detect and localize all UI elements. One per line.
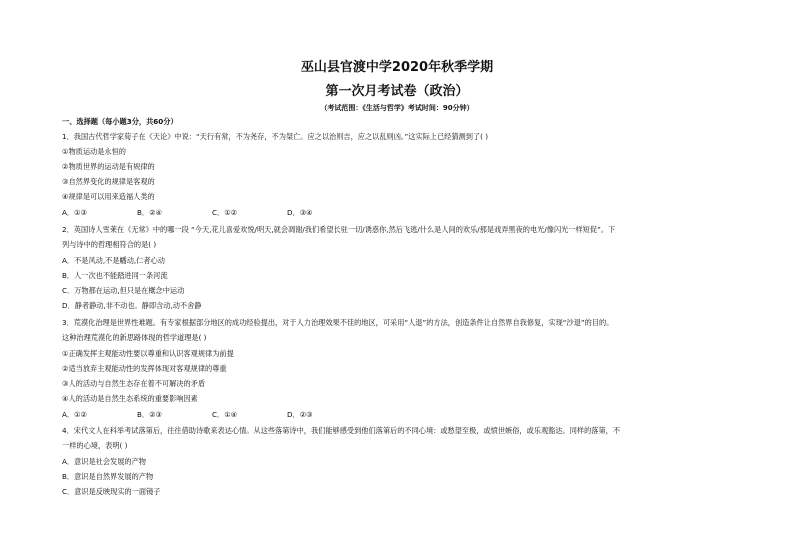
question-4-choice-b: B．意识是自然界发展的产物 [62, 472, 154, 481]
question-1-choice-1: ①物质运动是永恒的 [62, 147, 126, 156]
question-3-options [62, 410, 362, 420]
option-c: C．①② [212, 208, 238, 217]
question-3-stem-cont: 这种治理荒漠化的新思路体现的哲学道理是( ) [62, 333, 207, 342]
option-b: B．②③ [137, 410, 163, 419]
question-1-options [62, 208, 362, 218]
option-a: A．①② [62, 410, 87, 419]
option-b: B．②④ [137, 208, 163, 217]
option-d: D．③④ [287, 208, 313, 217]
section-heading: 一、选择题（每小题3分，共60分） [62, 117, 178, 126]
question-2-choice-b: B．人一次也不能踏进同一条河流 [62, 271, 168, 280]
question-1-choice-4: ④规律是可以用来造福人类的 [62, 192, 155, 201]
question-1-choice-3: ③自然界变化的规律是客观的 [62, 177, 155, 186]
exam-info: （考试范围：《生活与哲学》考试时间：90分钟） [320, 104, 474, 112]
question-1-choice-2: ②物质世界的运动是有规律的 [62, 162, 155, 171]
question-4-stem-cont: 一样的心境，表明( ) [62, 441, 128, 450]
option-a: A．①③ [62, 208, 87, 217]
question-4-stem: 4．宋代文人在科举考试落第后，往往借助诗歌来表达心情。从这些落第诗中，我们能够感受到他们落第后的不同心境：或愁望至极，或愤世嫉俗，或乐观豁达。同样的落第，不 [62, 426, 621, 435]
exam-title: 第一次月考试卷（政治） [325, 84, 469, 99]
question-3-choice-4: ④人的活动是自然生态系统的重要影响因素 [62, 394, 198, 403]
option-d: D．②③ [287, 410, 313, 419]
question-3-choice-3: ③人的活动与自然生态存在着不可解决的矛盾 [62, 379, 206, 388]
question-2-choice-d: D．静者静动,非不动也。静即含动,动不舍静 [62, 301, 202, 310]
question-2-choice-a: A．不是风动,不是幡动,仁者心动 [62, 256, 165, 265]
question-2-choice-c: C．万物都在运动,但只是在概念中运动 [62, 286, 185, 295]
question-4-choice-c: C．意识是反映现实的一面镜子 [62, 487, 161, 496]
question-3-stem: 3．荒漠化治理是世界性难题。有专家根据部分地区的成功经验提出，对于人力治理效果不佳的地区，可采用“人退”的方法，创造条件让自然界自我修复，实现“沙退”的目的。 [62, 318, 614, 327]
school-term-title: 巫山县官渡中学2020年秋季学期 [300, 60, 494, 75]
question-1-stem: 1．我国古代哲学家荀子在《天论》中说：“天行有常，不为尧存，不为桀亡。应之以治则吉，应之以乱则凶。”这实际上已经猜测到了( ) [62, 132, 489, 141]
option-c: C．①④ [212, 410, 238, 419]
question-3-choice-1: ①正确发挥主观能动性要以尊重和认识客观规律为前提 [62, 349, 234, 358]
question-2-stem: 2．英国诗人雪莱在《无常》中的哪一段 “今天,花儿喜爱欢悦/明天,就会凋谢/我们希望长驻一切/诱惑你,然后飞逃/什么是人间的欢乐/那是戏弄黑夜的电光/像闪光一样短促”。下 [62, 225, 616, 234]
question-3-choice-2: ②适当放弃主观能动性的发挥体现对客观规律的尊重 [62, 364, 227, 373]
question-2-stem-cont: 列与诗中的哲理相符合的是( ) [62, 240, 157, 249]
question-4-choice-a: A．意识是社会发展的产物 [62, 457, 146, 466]
